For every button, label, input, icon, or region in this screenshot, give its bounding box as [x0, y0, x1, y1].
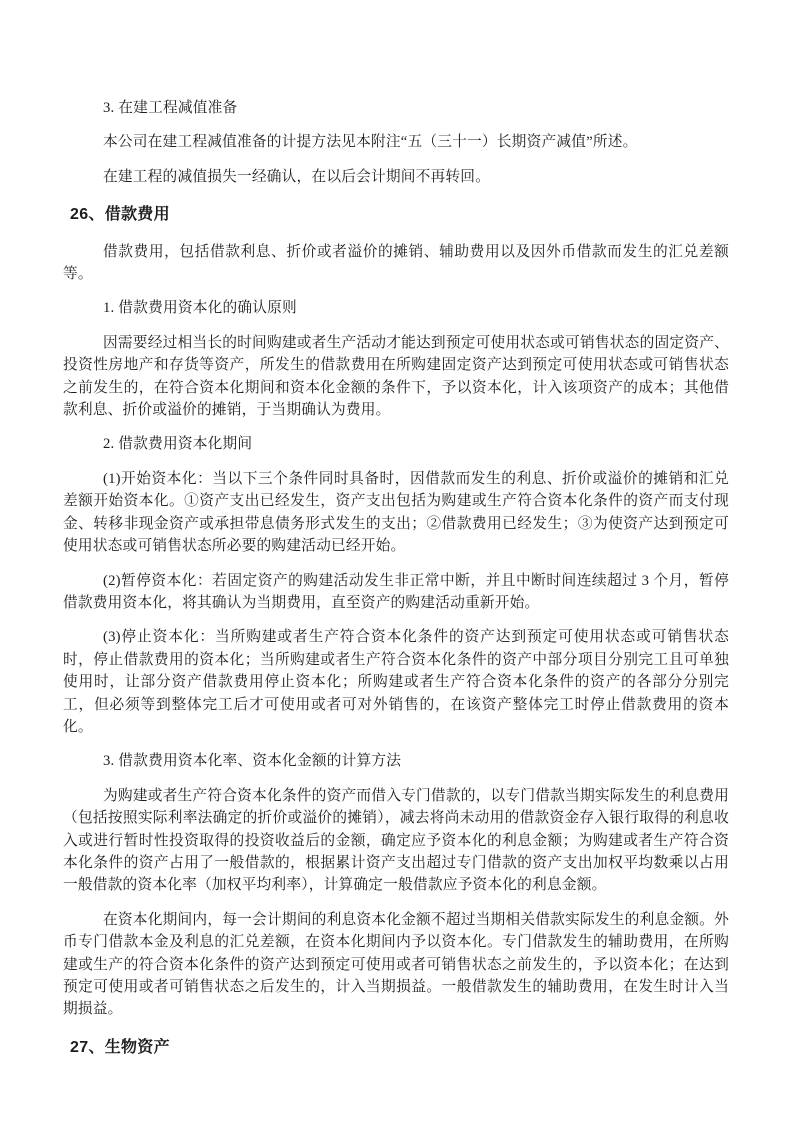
paragraph-impairment-no-reversal: 在建工程的减值损失一经确认，在以后会计期间不再转回。: [103, 168, 491, 185]
subheading-capitalization-period: 2. 借款费用资本化期间: [103, 436, 253, 453]
document-content: [63, 97, 729, 1073]
section-heading-27-biological-assets: 27、生物资产: [70, 1038, 170, 1056]
subheading-capitalization-recognition-principle: 1. 借款费用资本化的确认原则: [103, 300, 297, 317]
paragraph-borrowing-costs-definition: 借款费用，包括借款利息、折价或者溢价的摊销、辅助费用以及因外币借款而发生的汇兑差额等。: [63, 243, 729, 283]
paragraph-capitalization-recognition-detail: 因需要经过相当长的时间购建或者生产活动才能达到预定可使用状态或可销售状态的固定资产、投资性房地产和存货等资产，所发生的借款费用在所购建固定资产达到预定可使用状态或可销售状态之前发生的，在符合资本化期间和资本化金额的条件下，予以资本化，计入该项资产的成本；其他借款利息、折价或溢价的摊销，于当期确认为费用。: [63, 334, 729, 419]
subheading-capitalization-rate-calculation: 3. 借款费用资本化率、资本化金额的计算方法: [103, 753, 402, 770]
paragraph-capitalization-cessation: (3)停止资本化：当所购建或者生产符合资本化条件的资产达到预定可使用状态或可销售状态时，停止借款费用的资本化；当所购建或者生产符合资本化条件的资产中部分项目分别完工且可单独使用时，让部分资产借款费用停止资本化；所购建或者生产符合资本化条件的资产的各部分分别完工，但必须等到整体完工后才可使用或者可对外销售的，在该资产整体完工时停止借款费用的资本化。: [63, 629, 729, 735]
paragraph-capitalization-suspension: (2)暂停资本化：若固定资产的购建活动发生非正常中断，并且中断时间连续超过 3 个月，暂停借款费用资本化，将其确认为当期费用，直至资产的购建活动重新开始。: [63, 572, 729, 611]
paragraph-capitalization-rate-detail: 为购建或者生产符合资本化条件的资产而借入专门借款的，以专门借款当期实际发生的利息费用（包括按照实际利率法确定的折价或溢价的摊销），减去将尚未动用的借款资金存入银行取得的利息收入或进行暂时性投资取得的投资收益后的金额，确定应予资本化的利息金额；为购建或者生产符合资本化条件的资产占用了一般借款的，根据累计资产支出超过专门借款的资产支出加权平均数乘以占用一般借款的资本化率（加权平均利率），计算确定一般借款应予资本化的利息金额。: [63, 787, 729, 894]
paragraph-capitalization-start: (1)开始资本化：当以下三个条件同时具备时，因借款而发生的利息、折价或溢价的摊销和汇兑差额开始资本化。①资产支出已经发生，资产支出包括为购建或生产符合资本化条件的资产而支付现金、转移非现金资产或承担带息债务形式发生的支出；②借款费用已经发生；③为使资产达到预定可使用状态或可销售状态所必要的购建活动已经开始。: [63, 470, 729, 555]
paragraph-capitalization-limits: 在资本化期间内，每一会计期间的利息资本化金额不超过当期相关借款实际发生的利息金额。外币专门借款本金及利息的汇兑差额，在资本化期间内予以资本化。专门借款发生的辅助费用，在所购建或生产的符合资本化条件的资产达到预定可使用或者可销售状态之前发生的，予以资本化；在达到预定可使用或者可销售状态之后发生的，计入当期损益。一般借款发生的辅助费用，在发生时计入当期损益。: [63, 911, 729, 1018]
subheading-construction-in-progress-impairment: 3. 在建工程减值准备: [103, 100, 238, 116]
section-heading-26-borrowing-costs: 26、借款费用: [70, 206, 170, 224]
paragraph-impairment-method: 本公司在建工程减值准备的计提方法见本附注“五（三十一）长期资产减值”所述。: [103, 134, 638, 151]
